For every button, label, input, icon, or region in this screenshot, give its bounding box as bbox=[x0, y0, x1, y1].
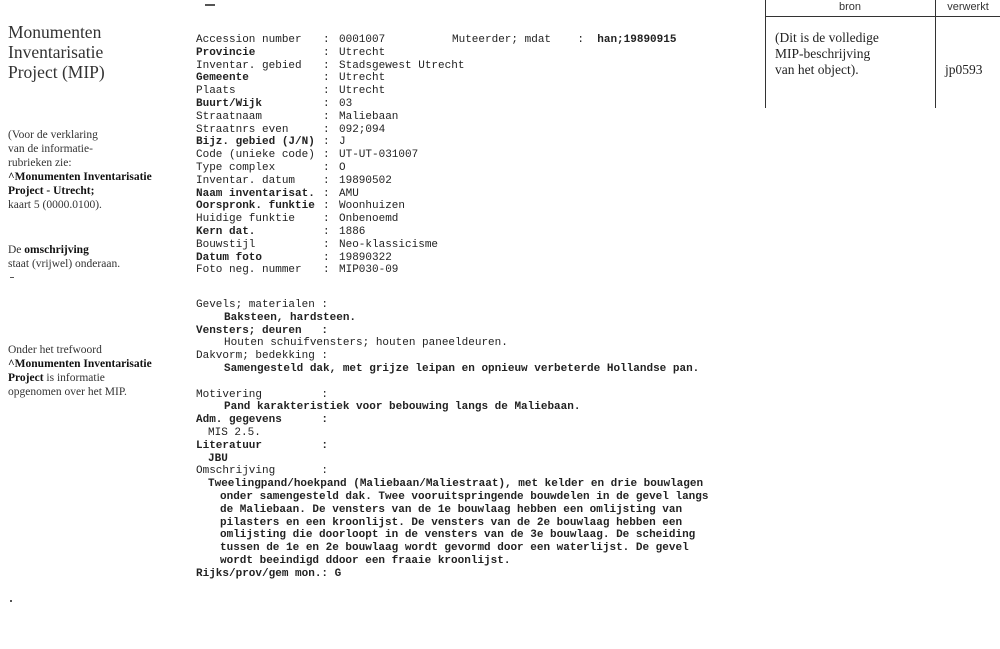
field-label: Type complex bbox=[196, 161, 276, 174]
record-row bbox=[196, 264, 756, 277]
record-row bbox=[196, 60, 756, 73]
field-separator: : bbox=[323, 174, 330, 187]
field-label: Provincie bbox=[196, 46, 256, 59]
scan-mark bbox=[10, 600, 12, 602]
record-sections bbox=[196, 299, 756, 581]
sidebar-title-line: Inventarisatie bbox=[8, 42, 104, 62]
field-value: 19890502 bbox=[339, 174, 392, 187]
field-label: Inventar. gebied bbox=[196, 59, 302, 72]
record-row bbox=[196, 72, 756, 85]
description-line: onder samengesteld dak. Twee vooruitspringende bouwdelen in de gevel langs bbox=[220, 490, 709, 503]
note-bold-word: Project bbox=[8, 372, 44, 384]
description-line: tussen de 1e en 2e bouwlaag wordt gevormd door een waterlijst. De gevel bbox=[220, 542, 689, 555]
field-label: Foto neg. nummer bbox=[196, 264, 302, 277]
source-line: MIP-beschrijving bbox=[775, 46, 871, 61]
description-line: Tweelingpand/hoekpand (Maliebaan/Maliestraat), met kelder en drie bouwlagen bbox=[208, 478, 704, 491]
description-line: de Maliebaan. De vensters van de 1e bouwlaag hebben een omlijsting van bbox=[220, 503, 683, 516]
monument-status bbox=[196, 568, 756, 581]
section-heading: Omschrijving : bbox=[196, 465, 329, 478]
description-line: pilasters en een kroonlijst. De vensters van de 2e bouwlaag hebben een bbox=[220, 516, 683, 529]
section-heading: Motivering : bbox=[196, 388, 329, 401]
section-heading: Gevels; materialen : bbox=[196, 299, 329, 311]
sidebar-title bbox=[8, 22, 158, 82]
field-separator: : bbox=[323, 238, 330, 251]
scan-mark bbox=[205, 4, 215, 6]
record-row bbox=[196, 188, 756, 201]
section-body: MIS 2.5. bbox=[208, 426, 261, 439]
field-value: Utrecht bbox=[339, 72, 386, 85]
field-separator: : bbox=[323, 136, 330, 149]
field-value: 03 bbox=[339, 97, 353, 110]
source-line: van het object). bbox=[775, 62, 859, 77]
note-bold-line: ^Monumenten Inventarisatie bbox=[8, 358, 152, 370]
note-bold-line: ^Monumenten Inventarisatie bbox=[8, 171, 152, 183]
sidebar-title-line: Project (MIP) bbox=[8, 62, 105, 82]
record-row bbox=[196, 136, 756, 149]
field-separator: : bbox=[323, 200, 330, 213]
note-text: De bbox=[8, 244, 25, 256]
field-value: MIP030-09 bbox=[339, 264, 399, 277]
field-value: Stadsgewest Utrecht bbox=[339, 59, 465, 72]
description-text bbox=[196, 478, 756, 568]
field-label: Huidige funktie bbox=[196, 213, 296, 226]
record-row bbox=[196, 239, 756, 252]
note-bold-word: omschrijving bbox=[24, 244, 89, 256]
section-body: JBU bbox=[208, 452, 228, 465]
section-heading: Adm. gegevens : bbox=[196, 414, 329, 427]
field-value: Neo-klassicisme bbox=[339, 238, 439, 251]
record-row bbox=[196, 149, 756, 162]
record-row bbox=[196, 85, 756, 98]
sidebar-title-line: Monumenten bbox=[8, 22, 102, 42]
field-value: 1886 bbox=[339, 225, 366, 238]
note-line: Onder het trefwoord bbox=[8, 344, 102, 356]
note-line: kaart 5 (0000.0100). bbox=[8, 199, 102, 211]
field-separator: : bbox=[323, 72, 330, 85]
section-body: Pand karakteristiek voor bebouwing langs de Maliebaan. bbox=[224, 401, 581, 414]
field-separator: : bbox=[323, 97, 330, 110]
field-separator: : bbox=[323, 251, 330, 264]
source-description bbox=[775, 30, 935, 78]
processed-code: jp0593 bbox=[945, 62, 983, 77]
field-value: Maliebaan bbox=[339, 110, 399, 123]
field-separator: : bbox=[323, 110, 330, 123]
section-body: Houten schuifvensters; houten paneeldeuren. bbox=[224, 337, 508, 350]
field-separator: : bbox=[323, 123, 330, 136]
field-separator: : bbox=[323, 46, 330, 59]
field-label: Code (unieke code) bbox=[196, 149, 315, 162]
mutator-value: han;19890915 bbox=[597, 34, 677, 46]
record-row bbox=[196, 175, 756, 188]
field-label: Bijz. gebied (J/N) bbox=[196, 136, 315, 149]
field-value: J bbox=[339, 136, 346, 149]
scan-mark bbox=[10, 277, 14, 278]
description-line: wordt beeindigd ddoor een fraaie kroonlijst. bbox=[220, 554, 511, 567]
field-label: Accession number bbox=[196, 34, 302, 46]
section-body: Baksteen, hardsteen. bbox=[224, 311, 357, 324]
monument-status-value: G bbox=[334, 567, 342, 580]
record-row bbox=[196, 124, 756, 137]
field-value: Utrecht bbox=[339, 46, 386, 59]
sidebar-note-reference bbox=[8, 128, 183, 212]
column-header-bron: bron bbox=[838, 1, 862, 13]
record-row bbox=[196, 226, 756, 239]
field-value: O bbox=[339, 161, 346, 174]
field-separator: : bbox=[323, 149, 330, 162]
field-value: Woonhuizen bbox=[339, 200, 406, 213]
field-value: 092;094 bbox=[339, 123, 386, 136]
field-label: Plaats bbox=[196, 85, 236, 98]
field-label: Buurt/Wijk bbox=[196, 97, 263, 110]
section-heading: Literatuur : bbox=[196, 439, 329, 452]
mutator-label: Muteerder; mdat bbox=[452, 34, 552, 46]
section-body: Samengesteld dak, met grijze leipan en opnieuw verbeterde Hollandse pan. bbox=[224, 362, 700, 375]
record-fields bbox=[196, 34, 756, 277]
record-row bbox=[196, 98, 756, 111]
record-row bbox=[196, 252, 756, 265]
field-label: Datum foto bbox=[196, 251, 263, 264]
record-row bbox=[196, 200, 756, 213]
field-separator: : bbox=[323, 187, 330, 200]
note-line: rubrieken zie: bbox=[8, 157, 72, 169]
field-value: Utrecht bbox=[339, 85, 386, 98]
field-value: 0001007 bbox=[339, 34, 386, 46]
field-label: Kern dat. bbox=[196, 225, 256, 238]
record-row bbox=[196, 111, 756, 124]
column-header-verwerkt: verwerkt bbox=[947, 1, 989, 13]
description-line: omlijsting die doorloopt in de vensters van de 3e bouwlaag. De scheiding bbox=[220, 529, 696, 542]
field-label: Gemeente bbox=[196, 72, 249, 85]
note-line: staat (vrijwel) onderaan. bbox=[8, 258, 121, 270]
field-separator: : bbox=[323, 264, 330, 277]
field-label: Straatnaam bbox=[196, 110, 263, 123]
note-bold-line: Project - Utrecht; bbox=[8, 185, 95, 197]
section-heading: Dakvorm; bedekking : bbox=[196, 350, 329, 363]
field-value: Onbenoemd bbox=[339, 213, 399, 226]
sidebar-note-description bbox=[8, 243, 183, 271]
field-separator: : bbox=[323, 85, 330, 98]
section-heading: Vensters; deuren : bbox=[196, 324, 329, 337]
field-label: Straatnrs even bbox=[196, 123, 289, 136]
field-value: AMU bbox=[339, 187, 359, 200]
record-row bbox=[196, 47, 756, 60]
note-line: van de informatie- bbox=[8, 143, 93, 155]
source-box bbox=[765, 0, 1000, 108]
note-line: opgenomen over het MIP. bbox=[8, 386, 127, 398]
field-value: UT-UT-031007 bbox=[339, 149, 419, 162]
field-label: Naam inventarisat. bbox=[196, 187, 315, 200]
field-separator: : bbox=[323, 34, 330, 46]
record-row bbox=[196, 162, 756, 175]
sidebar-note-keyword bbox=[8, 343, 183, 399]
field-separator: : bbox=[323, 213, 330, 226]
note-line: (Voor de verklaring bbox=[8, 129, 98, 141]
field-label: Oorspronk. funktie bbox=[196, 200, 315, 213]
note-text: is informatie bbox=[43, 372, 105, 384]
mutator-field: Muteerder; mdat : han;19890915 bbox=[452, 34, 677, 46]
field-separator: : bbox=[323, 59, 330, 72]
field-label: Inventar. datum bbox=[196, 174, 296, 187]
field-value: 19890322 bbox=[339, 251, 392, 264]
field-separator: : bbox=[323, 161, 330, 174]
field-separator: : bbox=[323, 225, 330, 238]
monument-status-label: Rijks/prov/gem mon.: bbox=[196, 567, 329, 580]
source-line: (Dit is de volledige bbox=[775, 30, 879, 45]
record-row bbox=[196, 213, 756, 226]
field-label: Bouwstijl bbox=[196, 238, 256, 251]
